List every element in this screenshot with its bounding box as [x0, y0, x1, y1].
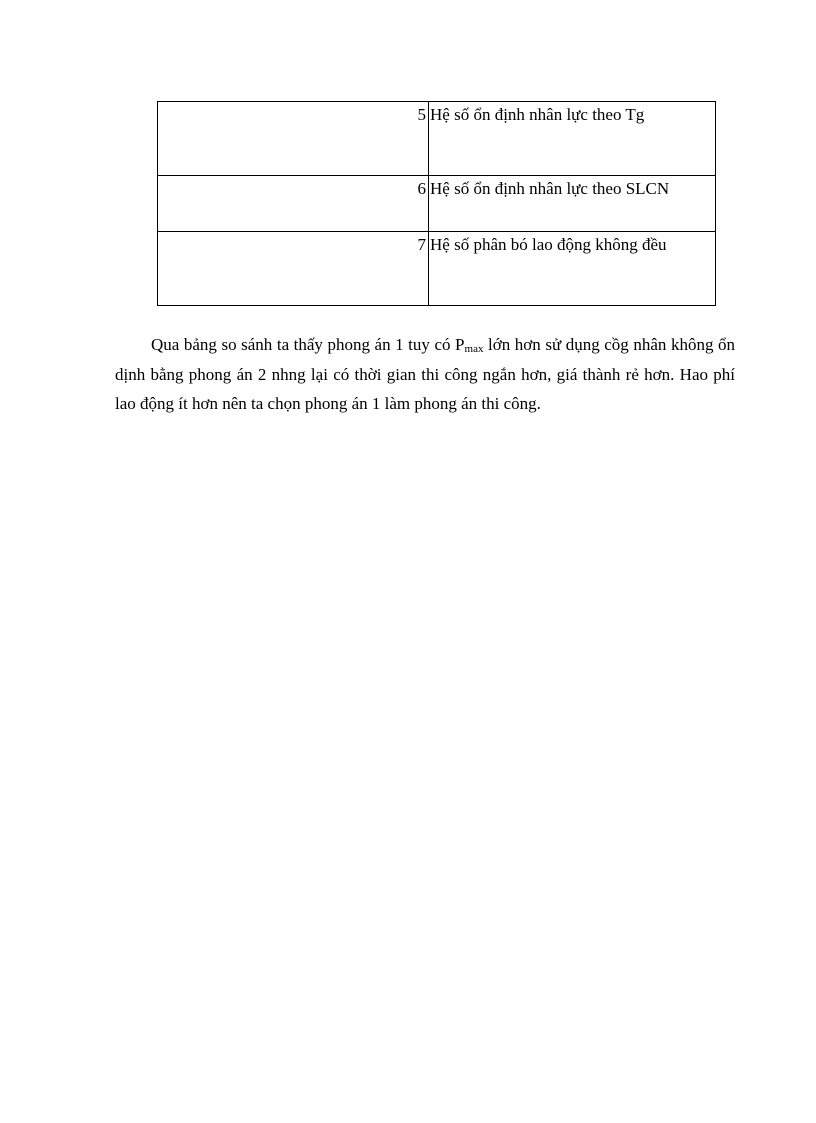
comparison-table: [157, 101, 716, 306]
conclusion-text-part2: lớn hơn sử dụng cồg nhân không ổn dịnh bằng phong án 2 nhng lại có thời gian thi công ngắn hơn, giá thành rẻ hơn. Hao phí lao động ít hơn nên ta chọn phong án 1 làm phong án thi công.: [115, 335, 735, 413]
row-label: Hệ số phân bó lao động không đều: [429, 232, 716, 306]
conclusion-text-part1: Qua bảng so sánh ta thấy phong án 1 tuy có P: [151, 335, 465, 354]
row-index: 7: [158, 232, 429, 306]
row-label: Hệ số ổn định nhân lực theo Tg: [429, 102, 716, 176]
table-row: [158, 232, 716, 306]
conclusion-paragraph: [115, 330, 735, 419]
row-label: Hệ số ổn định nhân lực theo SLCN: [429, 176, 716, 232]
row-index: 6: [158, 176, 429, 232]
table-row: [158, 176, 716, 232]
pmax-subscript: max: [464, 343, 484, 355]
row-index: 5: [158, 102, 429, 176]
table-row: [158, 102, 716, 176]
